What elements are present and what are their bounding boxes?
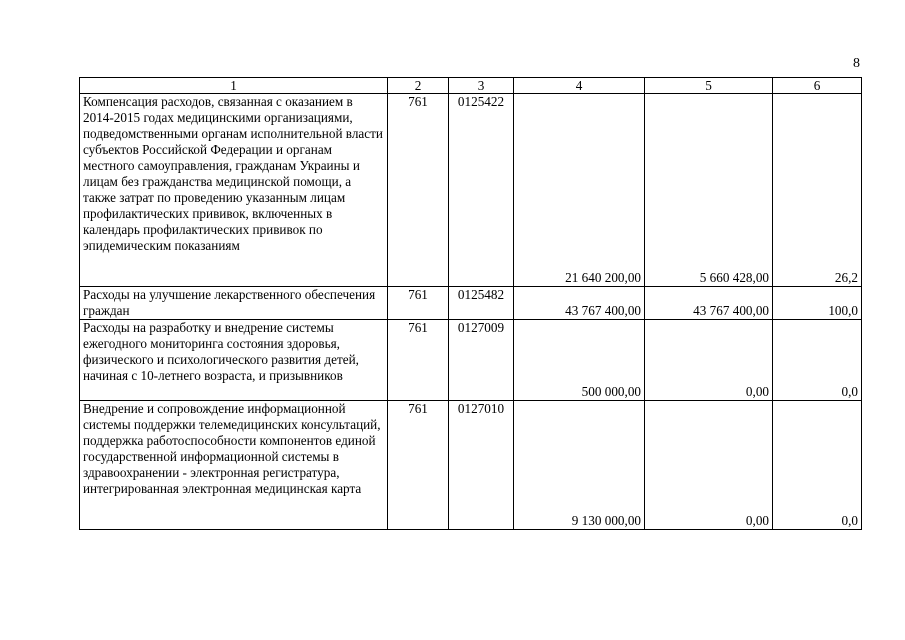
row-plan: 500 000,00 bbox=[514, 320, 645, 401]
row-plan: 21 640 200,00 bbox=[514, 94, 645, 287]
budget-table bbox=[79, 77, 862, 530]
row-name: Расходы на разработку и внедрение системы ежегодного мониторинга состояния здоровья, физического и психологического развития детей, начиная с 10-летнего возраста, и призывников bbox=[80, 320, 388, 401]
table-row bbox=[80, 287, 862, 320]
header-col-4: 4 bbox=[514, 78, 645, 94]
row-actual: 5 660 428,00 bbox=[645, 94, 773, 287]
row-target: 0127009 bbox=[449, 320, 514, 401]
header-col-2: 2 bbox=[388, 78, 449, 94]
row-percent: 0,0 bbox=[773, 401, 862, 530]
row-name: Компенсация расходов, связанная с оказанием в 2014-2015 годах медицинскими организациями, подведомственными органам исполнительной власти субъектов Российской Федерации и органам местного самоуправления, гражданам Украины и лицам без гражданства медицинской помощи, а также затрат по проведению указанным лицам профилактических прививок, включенных в календарь профилактических прививок по эпидемическим показаниям bbox=[80, 94, 388, 287]
table-row bbox=[80, 94, 862, 287]
row-actual: 0,00 bbox=[645, 320, 773, 401]
page-number: 8 bbox=[853, 56, 860, 71]
table-row bbox=[80, 320, 862, 401]
row-code: 761 bbox=[388, 287, 449, 320]
row-name: Внедрение и сопровождение информационной системы поддержки телемедицинских консультаций, поддержка работоспособности компонентов единой государственной информационной системы в здравоохранении - электронная регистратура, интегрированная электронная медицинская карта bbox=[80, 401, 388, 530]
row-code: 761 bbox=[388, 320, 449, 401]
row-code: 761 bbox=[388, 94, 449, 287]
row-actual: 43 767 400,00 bbox=[645, 287, 773, 320]
row-percent: 0,0 bbox=[773, 320, 862, 401]
row-actual: 0,00 bbox=[645, 401, 773, 530]
header-col-5: 5 bbox=[645, 78, 773, 94]
row-target: 0125422 bbox=[449, 94, 514, 287]
header-col-6: 6 bbox=[773, 78, 862, 94]
row-target: 0127010 bbox=[449, 401, 514, 530]
row-code: 761 bbox=[388, 401, 449, 530]
row-plan: 43 767 400,00 bbox=[514, 287, 645, 320]
row-plan: 9 130 000,00 bbox=[514, 401, 645, 530]
row-name: Расходы на улучшение лекарственного обеспечения граждан bbox=[80, 287, 388, 320]
header-col-1: 1 bbox=[80, 78, 388, 94]
header-row bbox=[80, 78, 862, 94]
row-percent: 100,0 bbox=[773, 287, 862, 320]
row-target: 0125482 bbox=[449, 287, 514, 320]
row-percent: 26,2 bbox=[773, 94, 862, 287]
table-row bbox=[80, 401, 862, 530]
header-col-3: 3 bbox=[449, 78, 514, 94]
